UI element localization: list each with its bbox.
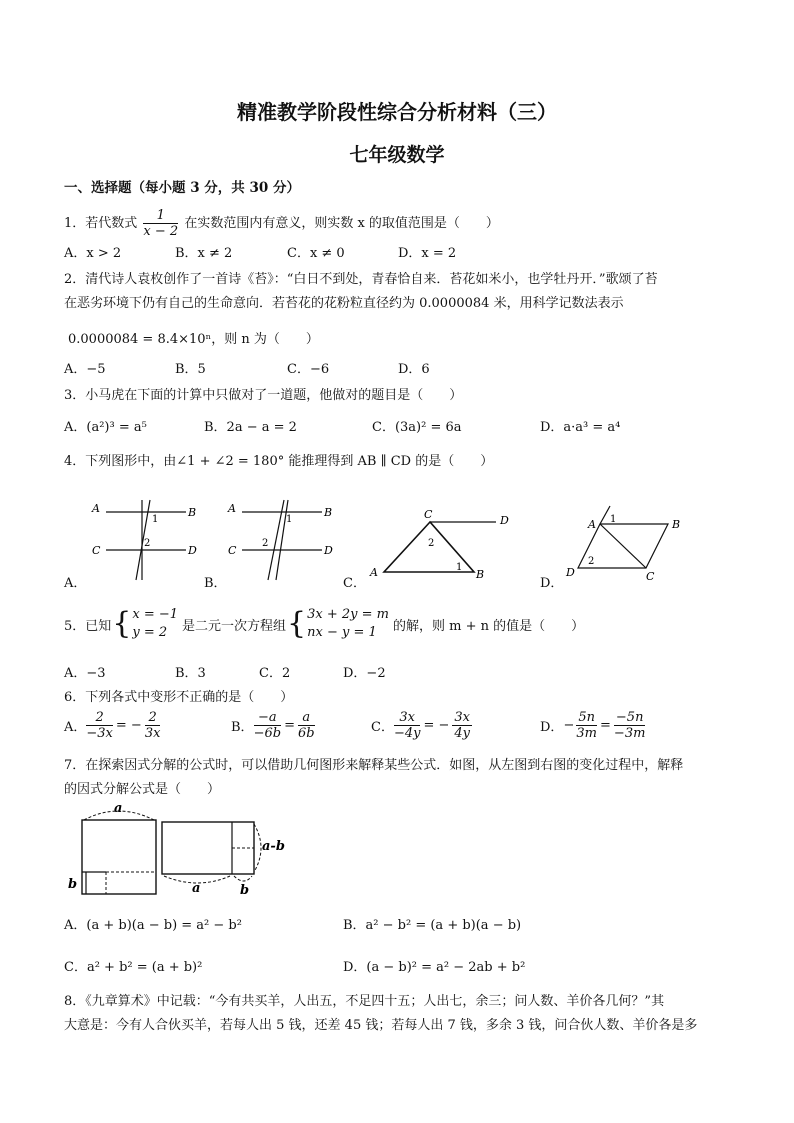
q4a-label-c: C — [92, 544, 101, 557]
q2-option-b: B．5 — [175, 362, 206, 377]
q7-option-d: D．(a − b)² = a² − 2ab + b² — [343, 960, 526, 975]
q6b-d2: 6b — [297, 726, 315, 741]
q6b-d1: −6b — [253, 726, 282, 741]
q1-stem-pre: 1．若代数式 — [64, 216, 138, 231]
q3-option-b: B．2a − a = 2 — [204, 420, 297, 435]
q6-stem: 6．下列各式中变形不正确的是（ ） — [64, 690, 294, 705]
q6b-frac-1 — [254, 710, 282, 741]
q6c-n2: 3x — [454, 710, 470, 725]
q2-line-2: 在恶劣环境下仍有自己的生命意向．若苔花的花粉粒直径约为 0.0000084 米，用科学记数法表示 — [64, 296, 624, 311]
q4d-angle-2: 2 — [588, 556, 595, 567]
q4a-label-d: D — [188, 544, 197, 557]
q6c-d2: 4y — [454, 726, 470, 741]
q6a-label: A． — [64, 720, 87, 735]
q5-stem-pre: 5．已知 — [64, 618, 112, 634]
q6d-frac-1 — [576, 710, 597, 741]
q6-option-d — [540, 710, 645, 741]
q7-option-c: C．a² + b² = (a + b)² — [64, 960, 203, 975]
q4c-angle-1: 1 — [456, 562, 463, 573]
q7-line-2: 的因式分解公式是（ ） — [64, 782, 221, 797]
q6a-d2: 3x — [144, 726, 161, 741]
q6c-frac-1 — [394, 710, 421, 741]
q4-option-d: D． — [540, 576, 564, 591]
q4b-angle-2: 2 — [262, 538, 269, 549]
section-heading: 一、选择题（每小题 3 分，共 30 分） — [64, 180, 300, 196]
q4b-label-c: C — [228, 544, 237, 557]
q6b-n1: −a — [254, 710, 282, 726]
q6a-n1: 2 — [86, 710, 113, 726]
q4a-angle-1: 1 — [152, 514, 159, 525]
q6c-frac-2 — [452, 710, 472, 741]
q4a-label-b: B — [188, 506, 197, 519]
q6c-n1: 3x — [394, 710, 421, 726]
q7-label-a-bottom: a — [192, 881, 201, 896]
q5-option-a: A．−3 — [64, 666, 106, 681]
q3-option-c: C．(3a)² = 6a — [372, 420, 462, 435]
q6d-n1: 5n — [578, 710, 595, 725]
q6-option-b — [231, 710, 315, 741]
q8-line-1: 8．《九章算术》中记载：“今有共买羊，人出五，不足四十五；人出七，余三；问人数、羊价各几何？”其 — [64, 994, 665, 1009]
q5-option-d: D．−2 — [343, 666, 386, 681]
q1-option-b: B．x ≠ 2 — [175, 246, 233, 261]
q4d-label-b: B — [672, 518, 681, 531]
q1-frac-num: 1 — [143, 208, 178, 224]
q4a-angle-2: 2 — [144, 538, 151, 549]
q4-figure-a — [84, 496, 206, 584]
q3-option-a: A．(a²)³ = a⁵ — [64, 420, 147, 435]
q1-frac-den: x − 2 — [143, 224, 179, 239]
q2-line-3: 0.0000084 = 8.4×10ⁿ，则 n 为（ ） — [68, 332, 319, 347]
q4d-label-d: D — [566, 566, 575, 579]
q1-option-a: A．x > 2 — [64, 246, 122, 261]
q6d-rel: = — [600, 718, 611, 733]
q4-option-c: C． — [343, 576, 366, 591]
q6a-frac-2 — [145, 710, 161, 741]
q5-sys1-line1: x = −1 — [132, 607, 179, 622]
q4-option-a: A． — [64, 576, 87, 591]
q4b-label-a: A — [228, 502, 236, 515]
q6-option-a — [64, 710, 160, 741]
question-1 — [64, 208, 499, 239]
q6d-pre: − — [563, 718, 575, 733]
q5-sys1-line2: y = 2 — [132, 625, 168, 640]
q5-system-2 — [307, 606, 389, 642]
question-5 — [64, 604, 584, 644]
q6a-frac-1 — [86, 710, 113, 741]
q5-brace-1: { — [112, 606, 132, 641]
q1-option-d: D．x = 2 — [398, 246, 457, 261]
q7-label-amb: a-b — [262, 839, 285, 854]
q4d-label-a: A — [588, 518, 596, 531]
q4-option-b: B． — [204, 576, 227, 591]
q6a-rel: = − — [115, 718, 142, 733]
q5-system-1 — [132, 606, 178, 642]
q8-line-2: 大意是：今有人合伙买羊，若每人出 5 钱，还差 45 钱；若每人出 7 钱，多余 3 钱，问合伙人数、羊价各是多 — [64, 1018, 698, 1033]
q4c-label-a: A — [370, 566, 378, 579]
q7-figure — [62, 798, 294, 902]
q1-stem-post: 在实数范围内有意义，则实数 x 的取值范围是（ ） — [184, 216, 499, 231]
q6d-frac-2 — [614, 710, 646, 741]
q6d-n2: −5n — [615, 710, 644, 725]
q3-option-d: D．a·a³ = a⁴ — [540, 420, 621, 435]
q6-option-c — [371, 710, 472, 741]
q4c-label-b: B — [476, 568, 485, 581]
q4a-label-a: A — [92, 502, 100, 515]
q7-option-a: A．(a + b)(a − b) = a² − b² — [64, 918, 242, 933]
q4-stem: 4．下列图形中，由∠1 + ∠2 = 180° 能推理得到 AB ∥ CD 的是（ ） — [64, 454, 494, 469]
q6a-n2: 2 — [145, 710, 161, 726]
q5-stem-mid: 是二元一次方程组 — [182, 618, 287, 634]
q3-stem: 3．小马虎在下面的计算中只做对了一道题，他做对的题目是（ ） — [64, 388, 463, 403]
q4d-label-c: C — [646, 570, 655, 583]
q7-label-b-left: b — [68, 877, 78, 892]
q7-label-a-top: a — [114, 801, 123, 816]
q4-figure-b — [220, 496, 342, 584]
q1-option-c: C．x ≠ 0 — [287, 246, 345, 261]
q4d-angle-1: 1 — [610, 514, 617, 525]
q7-line-1: 7．在探索因式分解的公式时，可以借助几何图形来解释某些公式．如图，从左图到右图的变化过程中，解释 — [64, 758, 684, 773]
q4b-angle-1: 1 — [286, 514, 293, 525]
q4-figure-c — [362, 506, 522, 582]
q1-fraction — [143, 208, 178, 239]
q7-option-b: B．a² − b² = (a + b)(a − b) — [343, 918, 522, 933]
q2-option-c: C．−6 — [287, 362, 330, 377]
q4b-label-d: D — [324, 544, 333, 557]
q7-label-b-bottom: b — [240, 883, 250, 898]
q2-option-d: D．6 — [398, 362, 430, 377]
q6d-label: D． — [540, 720, 564, 735]
q6d-d1: 3m — [576, 726, 597, 741]
q4c-label-c: C — [424, 508, 433, 521]
q5-option-b: B．3 — [175, 666, 206, 681]
q5-stem-post: 的解，则 m + n 的值是（ ） — [393, 618, 585, 634]
q6b-rel: = — [284, 718, 295, 733]
q4-figure-d — [562, 500, 694, 584]
q4b-label-b: B — [324, 506, 333, 519]
q5-sys2-line2: nx − y = 1 — [307, 625, 377, 640]
q5-brace-2: { — [287, 606, 307, 641]
q5-sys2-line1: 3x + 2y = m — [307, 607, 389, 622]
q6b-n2: a — [298, 710, 315, 726]
q6a-d1: −3x — [86, 726, 113, 741]
q6c-label: C． — [371, 720, 394, 735]
q5-option-c: C．2 — [259, 666, 291, 681]
q6d-d2: −3m — [613, 726, 646, 741]
q6c-rel: = − — [423, 718, 450, 733]
q4c-angle-2: 2 — [428, 538, 435, 549]
q4c-label-d: D — [500, 514, 509, 527]
page-subtitle: 七年级数学 — [349, 144, 445, 166]
q6b-label: B． — [231, 720, 254, 735]
q2-line-1: 2．清代诗人袁枚创作了一首诗《苔》：“白日不到处，青春恰自来．苔花如米小，也学牡丹开．”歌颂了苔 — [64, 272, 658, 287]
q6c-d1: −4y — [393, 726, 421, 741]
q2-option-a: A．−5 — [64, 362, 106, 377]
page-title: 精准教学阶段性综合分析材料（三） — [237, 100, 557, 124]
q6b-frac-2 — [298, 710, 315, 741]
